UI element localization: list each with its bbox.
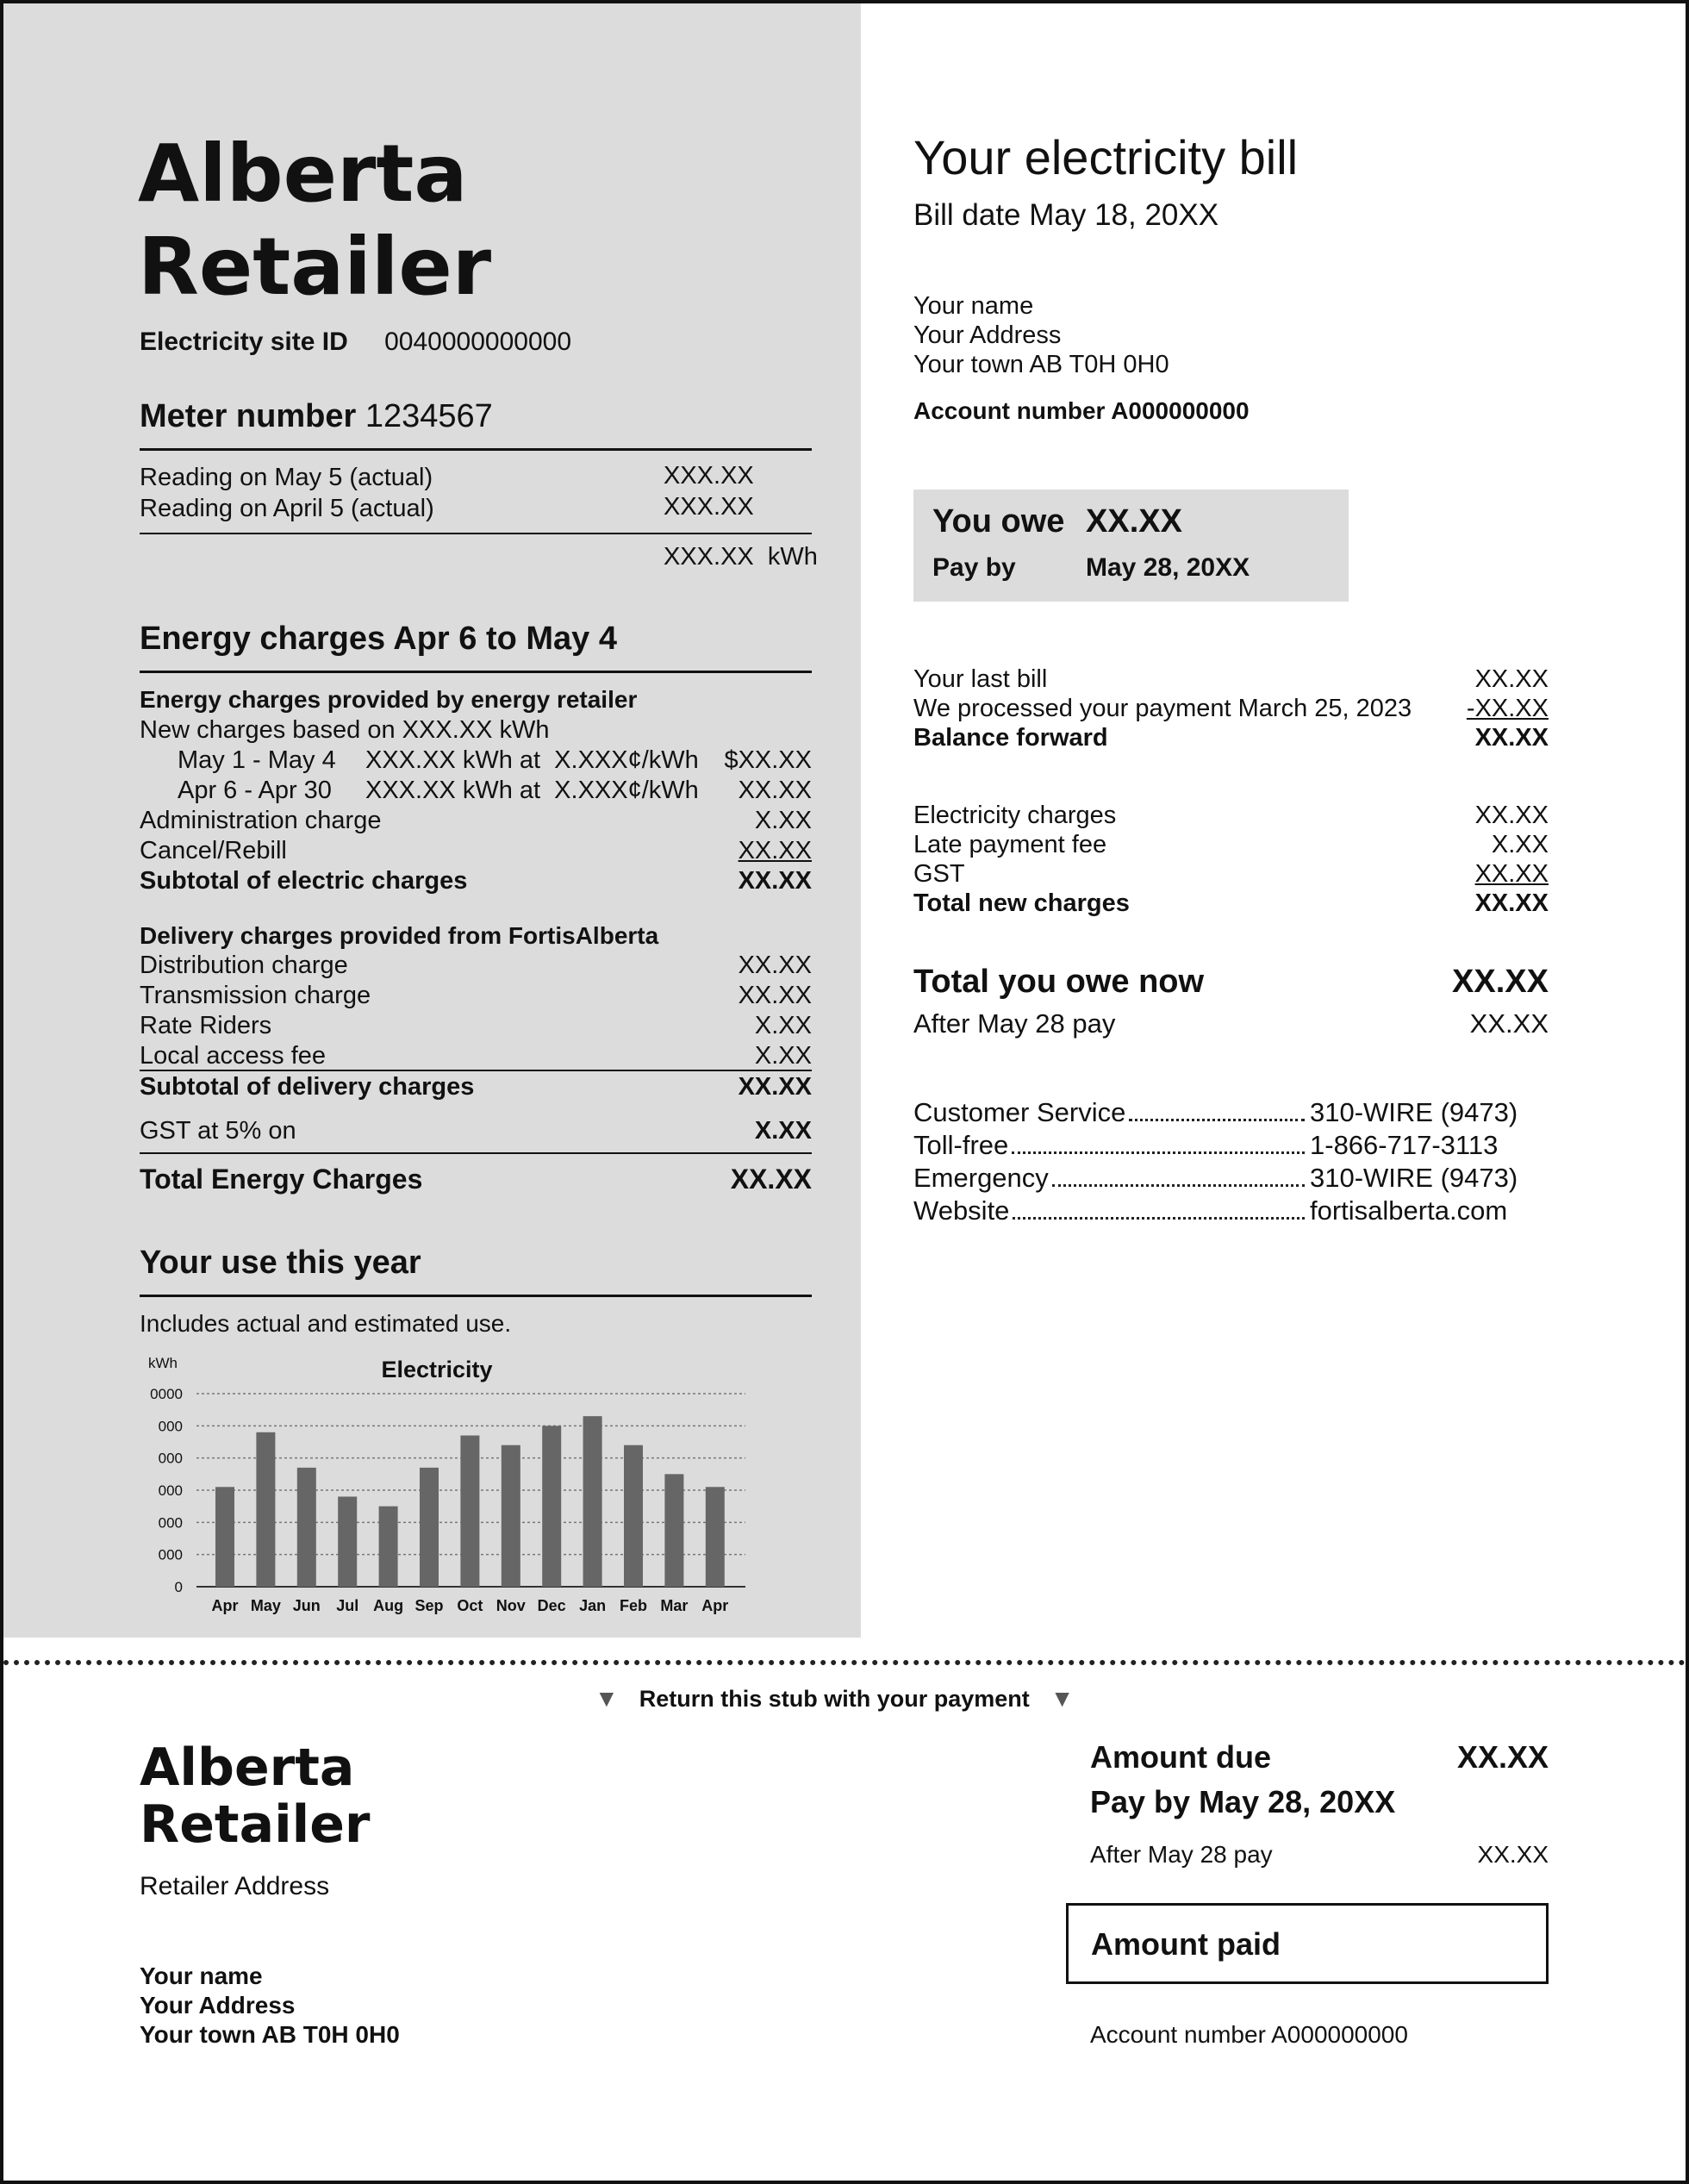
chart-x-tick-label: May <box>250 1597 281 1614</box>
chart-bar <box>664 1474 683 1587</box>
meter-sum-rule <box>140 533 812 534</box>
amount-paid-box[interactable] <box>1066 1903 1549 1984</box>
after-due-value: XX.XX <box>1469 1008 1549 1039</box>
after-due-row <box>913 1008 1549 1039</box>
chart-bar <box>624 1445 643 1587</box>
total-owe-label: Total you owe now <box>913 964 1205 1000</box>
pay-by-value: May 28, 20XX <box>1086 553 1250 582</box>
cancel-rebill-label: Cancel/Rebill <box>140 837 287 864</box>
chart-x-tick-label: Jan <box>579 1597 607 1614</box>
period-1-amount-wrap <box>603 746 812 775</box>
contact-row <box>913 1096 1518 1129</box>
total-energy-row <box>140 1164 812 1195</box>
total-owe-row <box>913 964 1549 1001</box>
period-1-amount: $XX.XX <box>724 746 812 774</box>
total-new-charges-label: Total new charges <box>913 889 1130 917</box>
chart-x-tick-label: Apr <box>701 1597 729 1614</box>
leader-dots <box>1013 1217 1305 1220</box>
delivery-item-label: Transmission charge <box>140 982 371 1009</box>
chart-x-tick-label: Aug <box>373 1597 404 1614</box>
delivery-subtotal-value: XX.XX <box>738 1073 812 1101</box>
delivery-subtotal-label: Subtotal of delivery charges <box>140 1073 475 1101</box>
chart-x-tick-label: Nov <box>495 1597 526 1614</box>
chart-x-tick-label: Dec <box>537 1597 566 1614</box>
delivery-item-label: Rate Riders <box>140 1012 272 1039</box>
charge-row <box>913 802 1549 830</box>
amount-paid-label: Amount paid <box>1091 1926 1281 1962</box>
logo-line-1: Alberta <box>138 128 468 220</box>
chart-bar <box>583 1416 602 1587</box>
retailer-logo <box>138 128 491 314</box>
period-2-amount-wrap <box>603 777 812 805</box>
leader-dots <box>1052 1184 1305 1187</box>
payment-row <box>913 695 1549 723</box>
leader-dots <box>1129 1119 1305 1121</box>
contact-value: 1-866-717-3113 <box>1310 1130 1499 1160</box>
contact-label: Website <box>913 1195 1010 1226</box>
chart-y-tick-label: 000 <box>158 1514 183 1532</box>
meter-usage-unit: kWh <box>767 543 818 571</box>
stub-logo-line-2: Retailer <box>140 1794 371 1855</box>
bill-account-number: Account number A000000000 <box>913 397 1250 424</box>
total-new-charges-value: XX.XX <box>1474 889 1549 917</box>
gst-label: GST at 5% on <box>140 1117 296 1145</box>
period-2-dates: Apr 6 - Apr 30 <box>178 777 332 804</box>
chart-bar <box>338 1496 357 1587</box>
usage-heading: Your use this year <box>140 1245 421 1281</box>
stub-after-row <box>1090 1841 1549 1869</box>
chart-y-tick-label: 000 <box>158 1546 183 1563</box>
total-owe-value: XX.XX <box>1452 964 1549 1000</box>
site-id <box>140 328 571 357</box>
energy-heading: Energy charges Apr 6 to May 4 <box>140 621 618 657</box>
meter-heading <box>140 398 493 435</box>
chart-x-tick-label: Jun <box>292 1597 321 1614</box>
chart-y-tick-label: 000 <box>158 1418 183 1435</box>
last-bill-label: Your last bill <box>913 665 1048 693</box>
charge-label: Late payment fee <box>913 831 1107 858</box>
stub-customer-town: Your town AB T0H 0H0 <box>140 2021 400 2048</box>
delivery-item-label: Distribution charge <box>140 952 348 979</box>
you-owe-value: XX.XX <box>1086 503 1182 540</box>
total-new-charges-row <box>913 889 1549 918</box>
usage-chart <box>129 1349 750 1616</box>
stub-instruction-text: Return this stub with your payment <box>639 1685 1030 1712</box>
delivery-item-row <box>140 1012 812 1040</box>
logo-line-2: Retailer <box>138 221 492 313</box>
site-id-value: 0040000000000 <box>384 328 572 356</box>
delivery-item-row <box>140 952 812 980</box>
usage-note: Includes actual and estimated use. <box>140 1310 512 1337</box>
contact-label: Emergency <box>913 1163 1049 1193</box>
down-arrow-icon: ▼ <box>1050 1685 1075 1712</box>
chart-x-tick-label: Jul <box>336 1597 359 1614</box>
total-energy-value: XX.XX <box>730 1164 812 1195</box>
amount-due-row <box>1090 1739 1549 1775</box>
payment-value: -XX.XX <box>1466 695 1549 722</box>
stub-instruction <box>595 1685 1074 1713</box>
gst-rule <box>140 1152 812 1154</box>
chart-x-tick-label: Sep <box>414 1597 444 1614</box>
charge-value: XX.XX <box>1474 802 1549 829</box>
chart-y-tick-label: 0000 <box>150 1386 183 1402</box>
meter-usage <box>664 543 818 571</box>
bill-customer-name: Your name <box>913 292 1034 320</box>
stub-pay-by: Pay by May 28, 20XX <box>1090 1784 1396 1819</box>
last-bill-value: XX.XX <box>1474 665 1549 693</box>
charge-value: XX.XX <box>1474 860 1549 888</box>
charge-label: GST <box>913 860 965 888</box>
leader-dots <box>1012 1151 1305 1154</box>
chart-y-tick-label: 0 <box>174 1579 183 1595</box>
bill-customer-town: Your town AB T0H 0H0 <box>913 351 1169 378</box>
electric-subtotal-value: XX.XX <box>738 867 812 895</box>
meter-reading-2-label: Reading on April 5 (actual) <box>140 495 434 522</box>
stub-customer <box>140 1962 400 2050</box>
contact-row <box>913 1129 1499 1162</box>
chart-title: Electricity <box>381 1357 493 1382</box>
stub-customer-address: Your Address <box>140 1992 296 2019</box>
usage-rule <box>140 1295 812 1297</box>
bill-customer <box>913 291 1169 379</box>
energy-rule <box>140 671 812 673</box>
tear-line <box>3 1660 1686 1665</box>
chart-bar <box>215 1487 234 1587</box>
electric-subtotal-label: Subtotal of electric charges <box>140 867 468 895</box>
admin-charge-row <box>140 807 812 835</box>
balance-forward-row <box>913 724 1549 752</box>
contact-label: Customer Service <box>913 1097 1126 1127</box>
period-1-detail: XXX.XX kWh at X.XXX¢/kWh <box>365 746 699 774</box>
delivery-rule <box>140 1070 812 1071</box>
you-owe-box <box>913 490 1349 602</box>
charge-label: Electricity charges <box>913 802 1117 829</box>
delivery-heading: Delivery charges provided from FortisAlberta <box>140 922 659 949</box>
stub-logo-line-1: Alberta <box>140 1738 355 1798</box>
chart-x-tick-label: Apr <box>211 1597 239 1614</box>
down-arrow-icon: ▼ <box>595 1685 619 1712</box>
cancel-rebill-value: XX.XX <box>738 837 812 864</box>
total-energy-label: Total Energy Charges <box>140 1164 423 1195</box>
chart-bar <box>256 1432 275 1587</box>
chart-bar <box>460 1436 479 1587</box>
contact-value: 310-WIRE (9473) <box>1310 1097 1518 1127</box>
period-2-detail: XXX.XX kWh at X.XXX¢/kWh <box>365 777 699 804</box>
bill-title: Your electricity bill <box>913 130 1299 184</box>
cancel-rebill-row <box>140 837 812 865</box>
meter-label: Meter number <box>140 398 357 434</box>
delivery-item-value: XX.XX <box>738 982 812 1009</box>
meter-reading-1-label: Reading on May 5 (actual) <box>140 464 433 491</box>
charge-row <box>913 831 1549 859</box>
chart-x-tick-label: Mar <box>660 1597 689 1614</box>
contact-value: fortisalberta.com <box>1310 1195 1508 1226</box>
admin-charge-value: X.XX <box>754 807 812 834</box>
bill-customer-address: Your Address <box>913 321 1062 349</box>
contact-list <box>913 1096 1534 1227</box>
pay-by-label: Pay by <box>932 553 1016 582</box>
stub-after-label: After May 28 pay <box>1090 1841 1273 1868</box>
delivery-item-label: Local access fee <box>140 1042 327 1070</box>
stub-after-value: XX.XX <box>1477 1841 1549 1868</box>
chart-y-tick-label: 000 <box>158 1482 183 1499</box>
after-due-label: After May 28 pay <box>913 1008 1116 1039</box>
chart-bar <box>542 1426 561 1587</box>
period-2-amount: XX.XX <box>738 777 812 804</box>
charge-row <box>913 860 1549 889</box>
period-1-dates: May 1 - May 4 <box>178 746 336 774</box>
meter-value: 1234567 <box>365 398 493 434</box>
charge-value: X.XX <box>1491 831 1549 858</box>
chart-bar <box>420 1468 439 1587</box>
last-bill-row <box>913 665 1549 694</box>
bill-date: Bill date May 18, 20XX <box>913 198 1219 232</box>
chart-x-tick-label: Oct <box>457 1597 483 1614</box>
admin-charge-label: Administration charge <box>140 807 382 834</box>
chart-x-tick-label: Feb <box>619 1597 648 1614</box>
chart-bar <box>706 1487 725 1587</box>
payment-label: We processed your payment March 25, 2023 <box>913 695 1412 722</box>
balance-forward-value: XX.XX <box>1474 724 1549 752</box>
delivery-item-row <box>140 1042 812 1070</box>
chart-bar <box>379 1507 398 1587</box>
new-charges-text: New charges based on XXX.XX kWh <box>140 716 550 744</box>
contact-value: 310-WIRE (9473) <box>1310 1163 1518 1193</box>
delivery-item-value: X.XX <box>754 1012 812 1039</box>
retailer-address: Retailer Address <box>140 1872 330 1900</box>
meter-rule <box>140 448 812 451</box>
contact-label: Toll-free <box>913 1130 1009 1160</box>
meter-reading-1-value: XXX.XX <box>664 462 754 490</box>
gst-value: X.XX <box>754 1117 812 1145</box>
chart-bar <box>502 1445 520 1587</box>
stub-account-number: Account number A000000000 <box>1090 2021 1408 2048</box>
delivery-item-value: XX.XX <box>738 952 812 979</box>
chart-y-tick-label: 000 <box>158 1450 183 1467</box>
delivery-item-row <box>140 982 812 1010</box>
delivery-item-value: X.XX <box>754 1042 812 1070</box>
you-owe-label: You owe <box>932 503 1065 540</box>
chart-ylabel: kWh <box>148 1355 178 1371</box>
balance-forward-label: Balance forward <box>913 724 1108 752</box>
site-id-label: Electricity site ID <box>140 328 348 356</box>
amount-due-label: Amount due <box>1090 1739 1271 1775</box>
amount-due-value: XX.XX <box>1456 1739 1549 1775</box>
contact-row <box>913 1162 1518 1195</box>
gst-row <box>140 1117 812 1145</box>
chart-bar <box>297 1468 316 1587</box>
retailer-charges-heading: Energy charges provided by energy retailer <box>140 686 638 713</box>
meter-reading-2-value: XXX.XX <box>664 493 754 521</box>
delivery-subtotal-row <box>140 1073 812 1101</box>
meter-usage-value: XXX.XX <box>664 543 754 571</box>
stub-retailer-logo <box>140 1739 370 1853</box>
stub-customer-name: Your name <box>140 1962 263 1989</box>
contact-row <box>913 1195 1508 1227</box>
electric-subtotal-row <box>140 867 812 895</box>
